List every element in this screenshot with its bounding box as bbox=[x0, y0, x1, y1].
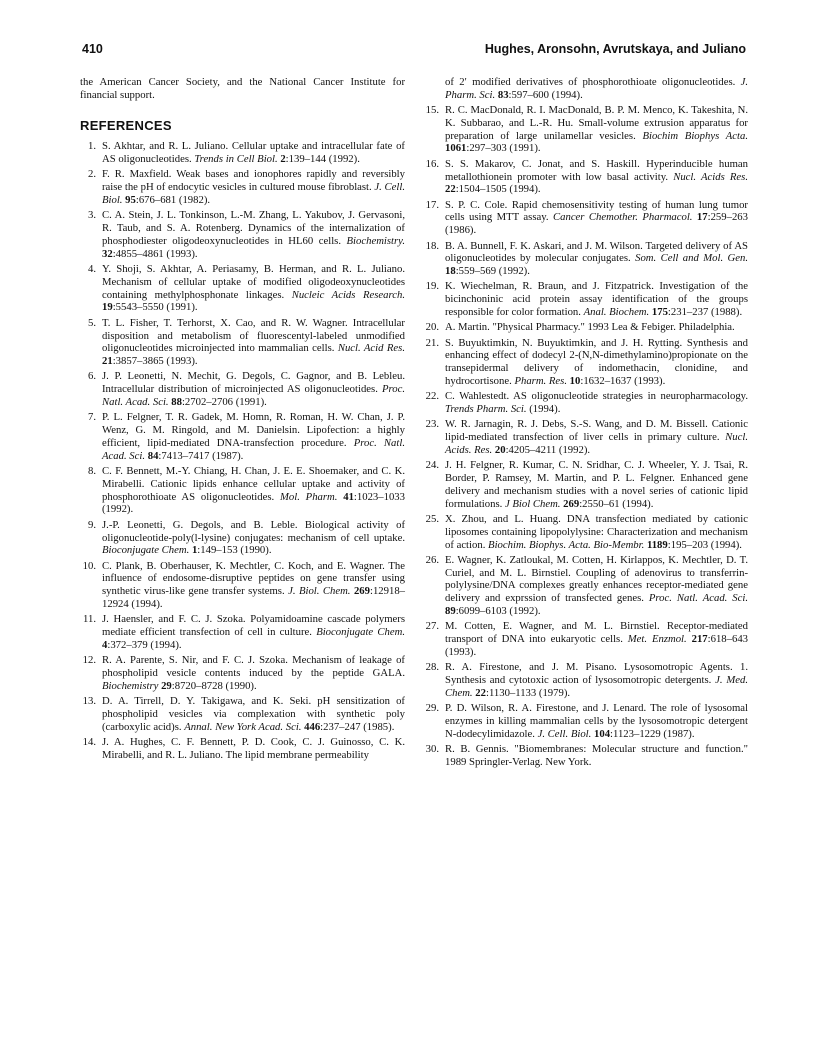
reference-number: 19. bbox=[425, 280, 439, 293]
reference-volume: 21 bbox=[102, 355, 113, 368]
reference-journal: Annal. New York Acad. Sci. bbox=[184, 720, 302, 733]
reference-item bbox=[80, 209, 405, 260]
reference-item bbox=[423, 199, 748, 237]
reference-volume: 17 bbox=[696, 211, 708, 224]
reference-pages: :6099–6103 (1992). bbox=[455, 605, 541, 618]
reference-text: Y. Shoji, S. Akhtar, A. Periasamy, B. Herman, and R. L. Juliano. Mechanism of cellular uptake of modified oligodeoxynucleotides containing methylphosphonate linkages. bbox=[102, 263, 405, 301]
reference-number: 4. bbox=[87, 263, 96, 276]
reference-item bbox=[80, 613, 405, 651]
reference-volume: 2 bbox=[280, 153, 286, 166]
reference-text: C. Wahlestedt. AS oligonucleotide strategies in neuropharmacology. bbox=[445, 390, 748, 403]
running-head: Hughes, Aronsohn, Avrutskaya, and Juliano bbox=[484, 42, 746, 56]
reference-number: 2. bbox=[87, 168, 96, 181]
reference-text: S. S. Makarov, C. Jonat, and S. Haskill. Hyperinducible human metallothionein promoter with low basal activity. bbox=[445, 157, 748, 183]
reference-item bbox=[423, 620, 748, 658]
reference-pages: :597–600 (1994). bbox=[508, 88, 583, 101]
reference-pages: :1632–1637 (1993). bbox=[580, 375, 666, 388]
reference-item bbox=[80, 695, 405, 733]
reference-pages: :2550–61 (1994). bbox=[579, 497, 654, 510]
reference-text: S. Buyuktimkin, N. Buyuktimkin, and J. H. Rytting. Synthesis and enhancing effect of dodecyl 2-(N,N-dimethylamino)propionate on the transepidermal delivery of indomethacin, clonidine, and hydrocortisone. bbox=[445, 336, 748, 388]
reference-journal: Biochim. Biophys. Acta. Bio-Membr. bbox=[488, 538, 645, 551]
reference-text: of 2′ modified derivatives of phosphorothioate oligonucleotides. bbox=[445, 76, 736, 88]
reference-journal: Bioconjugate Chem. bbox=[102, 544, 190, 557]
reference-text: X. Zhou, and L. Huang. DNA transfection mediated by cationic liposomes containing lipopolylysine: Characterization and mechanism of action. bbox=[445, 513, 748, 551]
reference-pages: :1123–1229 (1987). bbox=[610, 727, 695, 740]
reference-volume: 22 bbox=[475, 686, 486, 699]
reference-pages: :2702–2706 (1991). bbox=[181, 396, 267, 409]
reference-pages: :4205–4211 (1992). bbox=[505, 444, 591, 457]
left-column bbox=[80, 76, 405, 764]
reference-text: R. B. Gennis. "Biomembranes: Molecular structure and function." 1989 Springler-Verlag. New York. bbox=[445, 743, 748, 768]
reference-text: J.-P. Leonetti, G. Degols, and B. Leble. Biological activity of oligonucleotide-poly(l-lysine) conjugates: mechanism of cell uptake. bbox=[102, 518, 405, 544]
reference-number: 21. bbox=[425, 336, 439, 349]
references-heading: REFERENCES bbox=[80, 117, 172, 133]
reference-item bbox=[80, 519, 405, 557]
reference-pages: :4855–4861 (1993). bbox=[112, 247, 198, 260]
reference-journal: J. Cell. Biol. bbox=[102, 181, 406, 207]
reference-item bbox=[423, 554, 748, 618]
reference-pages: (1994). bbox=[526, 403, 561, 416]
reference-item bbox=[80, 140, 405, 166]
reference-pages: :297–303 (1991). bbox=[466, 142, 541, 155]
reference-item bbox=[423, 390, 748, 416]
reference-volume: 4 bbox=[102, 638, 108, 651]
reference-text: P. D. Wilson, R. A. Firestone, and J. Lenard. The role of lysosomal enzymes in killing mammalian cells by the lysosomotropic detergent N-dodecylimidazole. bbox=[445, 702, 748, 740]
reference-item bbox=[80, 736, 405, 762]
reference-journal: J. Med. Chem. bbox=[445, 674, 749, 699]
reference-pages: :12918–12924 (1994). bbox=[102, 585, 406, 610]
reference-volume: 1061 bbox=[445, 142, 467, 155]
reference-number: 28. bbox=[425, 661, 439, 674]
reference-text: P. L. Felgner, T. R. Gadek, M. Homn, R. Roman, H. W. Chan, J. P. Wenz, G. M. Ringold, and M. Danielsin. Lipofection: a highly efficient, lipid-mediated DNA-transfection procedure. bbox=[102, 411, 405, 449]
reference-text: D. A. Tirrell, D. Y. Takigawa, and K. Seki. pH sensitization of phospholipid vesicles via complexation with synthetic poly (carboxylic acid)s. bbox=[102, 695, 405, 733]
reference-pages: :372–379 (1994). bbox=[107, 638, 182, 651]
reference-number: 29. bbox=[425, 702, 439, 715]
reference-number: 23. bbox=[425, 418, 439, 431]
reference-volume: 1 bbox=[191, 544, 198, 557]
reference-pages: :1504–1505 (1994). bbox=[455, 183, 541, 196]
reference-volume: 217 bbox=[691, 633, 708, 646]
reference-journal: Biochim Biophys Acta. bbox=[642, 129, 749, 142]
reference-volume: 446 bbox=[304, 720, 321, 733]
reference-text: R. A. Firestone, and J. M. Pisano. Lysosomotropic Agents. 1. Synthesis and cytotoxic action of lysosomotropic detergents. bbox=[445, 661, 748, 687]
reference-journal: Mol. Pharm. bbox=[279, 490, 338, 503]
reference-text: J. Haensler, and F. C. J. Szoka. Polyamidoamine cascade polymers mediate efficient transfection of cell in culture. bbox=[102, 613, 405, 639]
reference-text: C. Plank, B. Oberhauser, K. Mechtler, C. Koch, and E. Wagner. The influence of endosome-disruptive peptides on gene transfer using synthetic virus-like gene transfer systems. bbox=[102, 559, 405, 598]
reference-number: 1. bbox=[87, 140, 96, 153]
reference-text: S. P. C. Cole. Rapid chemosensitivity testing of human lung tumor cells using MTT assay. bbox=[445, 198, 748, 224]
reference-pages: :139–144 (1992). bbox=[285, 153, 360, 166]
reference-journal: J. Biol. Chem. bbox=[288, 585, 351, 598]
reference-text: R. A. Parente, S. Nir, and F. C. J. Szoka. Mechanism of leakage of phospholipid vesicle contents induced by the peptide GALA. bbox=[102, 654, 405, 679]
reference-item bbox=[80, 654, 405, 692]
reference-pages: :231–237 (1988). bbox=[667, 306, 743, 319]
reference-text: K. Wiechelman, R. Braun, and J. Fitzpatrick. Investigation of the bicinchoninic acid protein assay identification of the groups responsible for color formation. bbox=[445, 280, 748, 319]
reference-text: C. F. Bennett, M.-Y. Chiang, H. Chan, J. E. E. Shoemaker, and C. K. Mirabelli. Cationic lipids enhance cellular uptake and activity of phosphorothioate AS oligonucleotides. bbox=[102, 465, 405, 503]
reference-pages: :1023–1033 (1992). bbox=[102, 490, 405, 516]
reference-journal: Nucl. Acid Res. bbox=[337, 342, 406, 355]
reference-volume: 269 bbox=[563, 497, 580, 510]
reference-number: 8. bbox=[87, 465, 96, 478]
reference-volume: 89 bbox=[445, 605, 456, 618]
reference-number: 9. bbox=[87, 518, 96, 531]
reference-pages: :259–263 (1986). bbox=[445, 211, 748, 237]
reference-text: S. Akhtar, and R. L. Juliano. Cellular uptake and intracellular fate of AS oligonucleotides. bbox=[102, 140, 405, 166]
reference-number: 12. bbox=[82, 654, 96, 667]
reference-number: 10. bbox=[82, 559, 96, 572]
reference-text: J. P. Leonetti, N. Mechit, G. Degols, C. Gagnor, and B. Lebleu. Intracellular distribution of microinjected AS oligonucleotides. bbox=[102, 370, 405, 396]
reference-journal: Proc. Natl. Acad. Sci. bbox=[102, 436, 405, 462]
reference-volume: 83 bbox=[497, 88, 509, 101]
reference-volume: 29 bbox=[161, 679, 172, 692]
reference-number: 30. bbox=[425, 743, 439, 756]
reference-journal: Proc. Natl. Acad. Sci. bbox=[648, 592, 749, 605]
reference-text: J. A. Hughes, C. F. Bennett, P. D. Cook, C. J. Guinosso, C. K. Mirabelli, and R. L. Juliano. The lipid membrane permeability bbox=[102, 735, 405, 761]
reference-text: B. A. Bunnell, F. K. Askari, and J. M. Wilson. Targeted delivery of AS oligonucleotides by molecular conjugates. bbox=[445, 239, 748, 265]
reference-item bbox=[423, 337, 748, 388]
reference-pages: :237–247 (1985). bbox=[320, 720, 395, 733]
reference-volume: 175 bbox=[651, 306, 668, 319]
reference-number: 3. bbox=[87, 209, 96, 222]
reference-volume: 20 bbox=[494, 444, 506, 457]
reference-continuation bbox=[445, 76, 748, 102]
reference-item bbox=[80, 263, 405, 314]
reference-item bbox=[80, 560, 405, 611]
reference-volume: 19 bbox=[102, 301, 113, 314]
acknowledgment-text: the American Cancer Society, and the National Cancer Institute for financial support. bbox=[80, 76, 405, 101]
reference-pages: :559–569 (1992). bbox=[455, 265, 530, 278]
reference-number: 14. bbox=[82, 735, 96, 748]
reference-journal: Biochemistry bbox=[102, 679, 159, 692]
reference-number: 7. bbox=[87, 411, 96, 424]
reference-item bbox=[423, 104, 748, 155]
reference-journal: Anal. Biochem. bbox=[583, 306, 650, 319]
reference-item bbox=[423, 661, 748, 699]
reference-journal: Trends Pharm. Sci. bbox=[445, 403, 527, 416]
reference-text: C. A. Stein, J. L. Tonkinson, L.-M. Zhang, L. Yakubov, J. Gervasoni, R. Taub, and S. A. Rotenberg. Dynamics of the internalization of phosphodiester oligodeoxynucleotides in HL60 cells. bbox=[102, 209, 405, 247]
reference-number: 16. bbox=[425, 157, 439, 170]
reference-pages: :5543–5550 (1991). bbox=[112, 301, 198, 314]
reference-item bbox=[423, 321, 748, 334]
reference-volume: 104 bbox=[594, 727, 611, 740]
reference-pages: :8720–8728 (1990). bbox=[171, 679, 257, 692]
reference-number: 15. bbox=[425, 104, 439, 117]
reference-text: A. Martin. "Physical Pharmacy." 1993 Lea & Febiger. Philadelphia. bbox=[445, 321, 735, 334]
reference-number: 18. bbox=[425, 239, 439, 252]
reference-number: 24. bbox=[425, 459, 439, 472]
reference-text: W. R. Jarnagin, R. J. Debs, S.-S. Wang, and D. M. Bissell. Cationic lipid-mediated transfection of liver cells in primary culture. bbox=[445, 418, 748, 444]
reference-item bbox=[80, 411, 405, 462]
reference-number: 27. bbox=[425, 620, 439, 633]
reference-volume: 18 bbox=[445, 265, 456, 278]
reference-journal: Pharm. Res. bbox=[514, 375, 567, 388]
reference-text: R. C. MacDonald, R. I. MacDonald, B. P. M. Menco, K. Takeshita, N. K. Subbarao, and L.-R. Hu. Small-volume extrusion apparatus for preparation of large unilamellar vesicles. bbox=[445, 104, 748, 142]
reference-number: 22. bbox=[425, 390, 439, 403]
reference-volume: 84 bbox=[147, 449, 159, 462]
reference-item bbox=[80, 370, 405, 408]
reference-number: 17. bbox=[425, 198, 439, 211]
reference-journal: Nucl. Acids Res. bbox=[673, 170, 748, 183]
reference-pages: :1130–1133 (1979). bbox=[485, 686, 571, 699]
reference-journal: Biochemistry. bbox=[346, 234, 405, 247]
reference-journal: J Biol Chem. bbox=[504, 497, 561, 510]
reference-text: T. L. Fisher, T. Terhorst, X. Cao, and R. W. Wagner. Intracellular disposition and metabolism of fluorescentyl-labeled unmodified oligonucleotides microinjected into mammalian cells. bbox=[102, 316, 405, 355]
reference-item bbox=[423, 459, 748, 510]
reference-item bbox=[423, 743, 748, 769]
reference-journal: J. Pharm. Sci. bbox=[445, 76, 749, 101]
reference-item bbox=[423, 702, 748, 740]
reference-item bbox=[423, 513, 748, 551]
reference-item bbox=[80, 168, 405, 206]
reference-volume: 1189 bbox=[646, 538, 668, 551]
page-header bbox=[82, 42, 746, 60]
reference-pages: :3857–3865 (1993). bbox=[112, 355, 198, 368]
reference-journal: Nucleic Acids Research. bbox=[291, 288, 405, 301]
reference-pages: :7413–7417 (1987). bbox=[158, 449, 244, 462]
reference-number: 25. bbox=[425, 513, 439, 525]
reference-pages: :195–203 (1994). bbox=[667, 538, 742, 551]
reference-number: 26. bbox=[425, 553, 439, 566]
reference-item bbox=[423, 158, 748, 196]
reference-journal: Met. Enzmol. bbox=[627, 633, 687, 646]
reference-text: E. Wagner, K. Zatloukal, M. Cotten, H. Kirlappos, K. Mechtler, D. T. Curiel, and M. L. Birnstiel. Coupling of adenovirus to transferrin-polylysine/DNA complexes greatly enhances receptor-mediated gene delivery and exprssion of transfected genes. bbox=[445, 553, 748, 605]
reference-journal: Nucl. Acids. Res. bbox=[445, 431, 748, 457]
reference-journal: Trends in Cell Biol. bbox=[194, 153, 278, 166]
reference-volume: 95 bbox=[125, 194, 136, 207]
right-column bbox=[423, 76, 748, 771]
reference-journal: Bioconjugate Chem. bbox=[316, 626, 405, 639]
reference-journal: J. Cell. Biol. bbox=[537, 727, 592, 740]
reference-item bbox=[80, 465, 405, 516]
reference-volume: 269 bbox=[353, 585, 370, 598]
reference-text: F. R. Maxfield. Weak bases and ionophores rapidly and reversibly raise the pH of endocytic vesicles in cultured mouse fibroblast. bbox=[102, 168, 405, 194]
reference-pages: :676–681 (1982). bbox=[135, 194, 211, 207]
reference-journal: Cancer Chemother. Pharmacol. bbox=[553, 211, 693, 224]
reference-number: 20. bbox=[425, 321, 439, 334]
reference-volume: 32 bbox=[102, 247, 113, 260]
reference-journal: Proc. Natl. Acad. Sci. bbox=[102, 383, 406, 409]
reference-journal: Som. Cell and Mol. Gen. bbox=[635, 252, 749, 265]
reference-item bbox=[423, 240, 748, 278]
reference-item bbox=[423, 418, 748, 456]
reference-text: J. H. Felgner, R. Kumar, C. N. Sridhar, C. J. Wheeler, Y. J. Tsai, R. Border, P. Ramsey, M. Martin, and P. L. Felgner. Enhanced gene delivery and mechanism studies with a novel series of cationic lipid formulations. bbox=[445, 459, 748, 510]
reference-volume: 41 bbox=[343, 490, 354, 503]
reference-pages: :149–153 (1990). bbox=[197, 544, 272, 557]
reference-pages: :618–643 (1993). bbox=[445, 633, 749, 658]
reference-number: 13. bbox=[82, 695, 96, 708]
reference-number: 5. bbox=[87, 316, 96, 329]
page-number: 410 bbox=[82, 42, 103, 56]
reference-text: M. Cotten, E. Wagner, and M. L. Birnstiel. Receptor-mediated transport of DNA into eukaryotic cells. bbox=[445, 620, 748, 646]
reference-number: 6. bbox=[87, 370, 96, 383]
reference-item bbox=[423, 280, 748, 318]
reference-volume: 22 bbox=[445, 183, 456, 196]
reference-item bbox=[80, 317, 405, 368]
reference-volume: 88 bbox=[171, 396, 182, 409]
reference-number: 11. bbox=[83, 613, 96, 626]
reference-volume: 10 bbox=[569, 375, 581, 388]
